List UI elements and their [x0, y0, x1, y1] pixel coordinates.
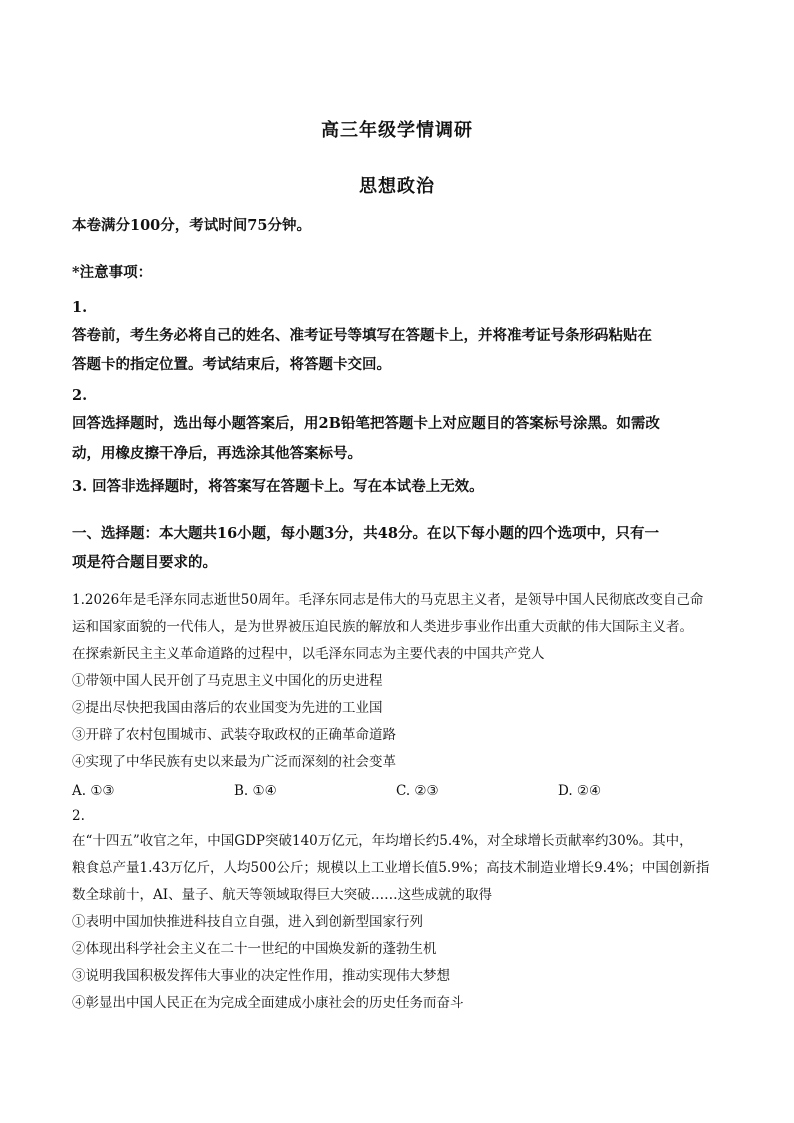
notice-item-3-line-1: 3. 回答非选择题时，将答案写在答题卡上。写在本试卷上无效。	[72, 478, 484, 495]
q1-stem-line-3: 在探索新民主主义革命道路的过程中，以毛泽东同志为主要代表的中国共产党人	[72, 646, 545, 662]
q1-option-b: B. ①④	[234, 783, 277, 799]
q2-stem-line-1: 在“十四五”收官之年，中国GDP突破140万亿元，年均增长约5.4%，对全球增长贡献率约30%。其中，	[72, 833, 693, 849]
q1-statement-1: ①带领中国人民开创了马克思主义中国化的历史进程	[72, 673, 383, 689]
q1-stem-line-1: 1.2026年是毛泽东同志逝世50周年。毛泽东同志是伟大的马克思主义者，是领导中国人民彻底改变自己命	[72, 592, 704, 608]
q2-statement-1: ①表明中国加快推进科技自立自强，进入到创新型国家行列	[72, 914, 423, 930]
q2-stem-line-3: 数全球前十，AI、量子、航天等领域取得巨大突破……这些成就的取得	[72, 887, 493, 903]
q2-number: 2.	[72, 808, 85, 824]
q1-option-d: D. ②④	[558, 783, 602, 799]
q2-statement-4: ④彰显出中国人民正在为完成全面建成小康社会的历史任务而奋斗	[72, 995, 464, 1011]
subject-title: 思想政治	[359, 176, 435, 197]
q1-statement-4: ④实现了中华民族有史以来最为广泛而深刻的社会变革	[72, 754, 396, 770]
notice-item-1-line-1: 答卷前，考生务必将自己的姓名、准考证号等填写在答题卡上，并将准考证号条形码粘贴在	[72, 327, 652, 344]
q1-statement-3: ③开辟了农村包围城市、武装夺取政权的正确革命道路	[72, 727, 396, 743]
q2-statement-3: ③说明我国积极发挥伟大事业的决定性作用，推动实现伟大梦想	[72, 968, 450, 984]
notice-item-2-line-1: 回答选择题时，选出每小题答案后，用2B铅笔把答题卡上对应题目的答案标号涂黑。如需改	[72, 415, 660, 432]
notice-heading: *注意事项：	[72, 264, 153, 281]
page-title: 高三年级学情调研	[321, 120, 473, 141]
section-heading-line-2: 项是符合题目要求的。	[72, 554, 217, 571]
exam-info: 本卷满分100分，考试时间75分钟。	[72, 217, 311, 234]
section-heading-line-1: 一、选择题：本大题共16小题，每小题3分，共48分。在以下每小题的四个选项中，只有一	[72, 525, 659, 542]
q1-option-c: C. ②③	[396, 783, 439, 799]
q1-stem-line-2: 运和国家面貌的一代伟人，是为世界被压迫民族的解放和人类进步事业作出重大贡献的伟大国际主义者。	[72, 619, 693, 635]
q2-statement-2: ②体现出科学社会主义在二十一世纪的中国焕发新的蓬勃生机	[72, 941, 437, 957]
notice-item-1-number: 1.	[72, 299, 88, 316]
notice-item-1-line-2: 答题卡的指定位置。考试结束后，将答题卡交回。	[72, 356, 391, 373]
q2-stem-line-2: 粮食总产量1.43万亿斤，人均500公斤；规模以上工业增长值5.9%；高技术制造业增长9.4%；中国创新指	[72, 860, 710, 876]
notice-item-2-line-2: 动，用橡皮擦干净后，再选涂其他答案标号。	[72, 445, 362, 462]
notice-item-2-number: 2.	[72, 387, 88, 404]
q1-option-a: A. ①③	[72, 783, 115, 799]
q1-statement-2: ②提出尽快把我国由落后的农业国变为先进的工业国	[72, 700, 383, 716]
